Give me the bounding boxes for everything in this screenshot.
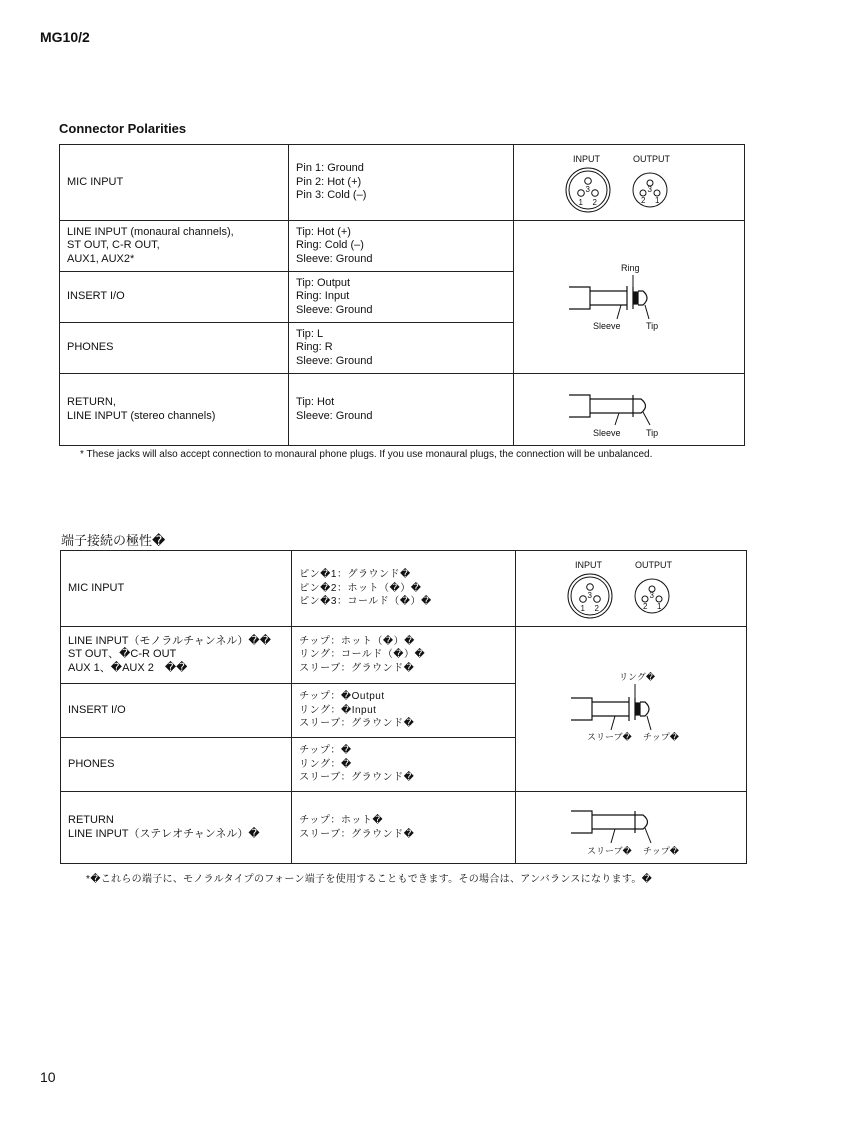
xlr-diagram-cell	[513, 145, 744, 221]
polarity-text: スリーブ：グラウンド�	[299, 662, 415, 674]
pin-number: 3	[649, 590, 654, 600]
tip-leader	[647, 716, 651, 730]
xlr-female-icon	[568, 574, 612, 618]
connector-text: LINE INPUT（ステレオチャンネル）�	[68, 827, 260, 840]
connector-text: PHONES	[67, 341, 114, 354]
connector-cell	[61, 792, 292, 864]
table-row	[60, 221, 745, 272]
polarity-table	[60, 550, 747, 864]
pin-number: 3	[585, 184, 590, 194]
trs-plug-diagram	[529, 247, 729, 347]
sleeve-leader	[615, 413, 619, 425]
ts-diagram-cell	[515, 792, 746, 864]
polarity-text: Tip: Hot	[296, 396, 335, 408]
ts-plug-diagram	[529, 377, 729, 443]
pin-number: 2	[594, 603, 599, 613]
xlr-connector-diagram	[529, 148, 729, 218]
connector-text: MIC INPUT	[68, 581, 125, 594]
polarity-cell	[292, 627, 516, 684]
pin-number: 1	[578, 197, 583, 207]
polarity-text: チップ：�Output	[299, 691, 385, 703]
xlr-female-icon	[566, 168, 610, 212]
output-label: OUTPUT	[634, 559, 672, 570]
sleeve-label: スリーブ�	[586, 732, 632, 742]
trs-plug-icon	[571, 697, 649, 721]
connector-cell	[61, 684, 292, 738]
table-row	[60, 374, 745, 446]
trs-diagram-cell	[515, 627, 746, 792]
polarity-text: スリーブ：グラウンド�	[299, 718, 415, 730]
polarity-text: Pin 3: Cold (–)	[296, 189, 367, 202]
connector-text: AUX 1、�AUX 2 ��	[68, 661, 188, 674]
pin-number: 1	[656, 601, 662, 611]
footnote: * These jacks will also accept connection to monaural phone plugs. If you use monaural plugs, the connection will be unbalanced.	[80, 449, 653, 460]
tip-label: チップ�	[642, 845, 679, 856]
polarity-text: チップ：ホット（�）�	[299, 635, 415, 647]
polarity-text: ピン�2：ホット（�）�	[299, 582, 422, 594]
polarity-text: リング：�	[299, 758, 352, 770]
polarity-text: スリーブ：グラウンド�	[299, 828, 415, 840]
connector-cell	[61, 551, 292, 627]
ts-plug-icon	[569, 395, 646, 417]
polarity-text: Tip: Hot (+)	[296, 225, 351, 238]
connector-text: RETURN,	[67, 396, 116, 408]
polarity-cell	[289, 374, 514, 446]
table-row	[61, 792, 747, 864]
trs-plug-icon	[569, 286, 647, 310]
connector-cell	[60, 272, 289, 323]
connector-cell	[60, 374, 289, 446]
pin-number: 1	[580, 603, 585, 613]
xlr-connector-diagram	[531, 554, 731, 624]
connector-cell	[60, 221, 289, 272]
pin-number: 1	[654, 195, 660, 205]
polarity-text: Pin 2: Hot (+)	[296, 175, 362, 188]
polarity-text: Pin 1: Ground	[296, 162, 364, 175]
connector-cell	[61, 738, 292, 792]
polarity-text: チップ：�	[299, 745, 352, 757]
sleeve-leader	[611, 829, 615, 843]
polarity-text: Ring: Input	[296, 290, 350, 303]
connector-cell	[61, 627, 292, 684]
polarity-cell	[289, 145, 514, 221]
polarity-text: Ring: Cold (–)	[296, 239, 364, 252]
polarity-cell	[292, 684, 516, 738]
connector-text: LINE INPUT（モノラルチャンネル）��	[68, 634, 271, 647]
sleeve-leader	[617, 305, 621, 319]
connector-text: INSERT I/O	[67, 290, 125, 303]
sleeve-label: Sleeve	[592, 427, 621, 438]
connector-text: INSERT I/O	[68, 703, 126, 716]
tip-label: Tip	[645, 321, 659, 331]
polarity-cell	[292, 551, 516, 627]
footnote: *�これらの端子に、モノラルタイプのフォーン端子を使用することもできます。その場合は、アンバランスになります。�	[86, 874, 653, 885]
trs-plug-diagram	[531, 654, 731, 764]
xlr-diagram-cell	[515, 551, 746, 627]
polarity-cell	[292, 738, 516, 792]
connector-text: ST OUT, C-R OUT,	[67, 239, 160, 252]
sleeve-label: スリーブ�	[586, 845, 632, 856]
connector-text: AUX1, AUX2*	[67, 252, 135, 265]
polarity-cell	[292, 792, 516, 864]
pin-number: 2	[640, 195, 646, 205]
header-model: MG10/2	[40, 29, 90, 45]
section-title: Connector Polarities	[59, 121, 187, 136]
polarity-text: Sleeve: Ground	[296, 303, 373, 316]
polarity-text: ピン�1：グラウンド�	[299, 569, 411, 581]
connector-text: LINE INPUT (stereo channels)	[67, 409, 216, 422]
input-label: INPUT	[574, 559, 602, 570]
connector-text: PHONES	[68, 757, 115, 770]
connector-text: LINE INPUT (monaural channels),	[67, 225, 234, 238]
polarity-text: リング：�Input	[299, 704, 377, 716]
ring-label: Ring	[620, 263, 640, 273]
polarity-cell	[289, 323, 514, 374]
polarity-text: Sleeve: Ground	[296, 252, 373, 265]
polarity-text: Tip: Output	[296, 276, 351, 289]
polarity-text: リング：コールド（�）�	[299, 649, 426, 661]
pin-number: 2	[642, 601, 648, 611]
polarity-cell	[289, 221, 514, 272]
connector-text: RETURN	[68, 814, 114, 826]
polarity-text: スリーブ：グラウンド�	[299, 772, 415, 784]
polarity-cell	[289, 272, 514, 323]
trs-diagram-cell	[513, 221, 744, 374]
tip-leader	[643, 412, 650, 425]
connector-text: ST OUT、�C-R OUT	[68, 648, 177, 661]
connector-text: MIC INPUT	[67, 175, 124, 188]
page-number: 10	[40, 1069, 56, 1085]
ts-diagram-cell	[513, 374, 744, 446]
section-title: 端子接続の極性�	[61, 533, 166, 548]
sleeve-label: Sleeve	[592, 321, 621, 331]
polarity-text: ピン�3：コールド（�）�	[299, 596, 432, 608]
polarity-text: Tip: L	[296, 327, 324, 340]
input-label: INPUT	[572, 153, 600, 164]
ring-label: リング�	[618, 672, 655, 682]
ts-plug-diagram	[531, 795, 731, 861]
polarity-text: Ring: R	[296, 341, 333, 354]
tip-label: チップ�	[642, 732, 679, 742]
table-row	[61, 551, 747, 627]
polarity-table	[59, 144, 745, 446]
connector-cell	[60, 323, 289, 374]
sleeve-leader	[611, 716, 615, 730]
xlr-male-icon	[635, 579, 669, 613]
polarity-text: Sleeve: Ground	[296, 409, 373, 422]
output-label: OUTPUT	[632, 153, 670, 164]
connector-cell	[60, 145, 289, 221]
tip-leader	[645, 305, 649, 319]
polarity-text: チップ：ホット�	[299, 815, 384, 826]
table-row	[60, 145, 745, 221]
pin-number: 3	[647, 184, 652, 194]
pin-number: 3	[587, 590, 592, 600]
xlr-male-icon	[633, 173, 667, 207]
polarity-text: Sleeve: Ground	[296, 354, 373, 367]
tip-label: Tip	[645, 427, 659, 438]
tip-leader	[645, 828, 651, 843]
table-row	[61, 627, 747, 684]
pin-number: 2	[592, 197, 597, 207]
ts-plug-icon	[571, 811, 648, 833]
